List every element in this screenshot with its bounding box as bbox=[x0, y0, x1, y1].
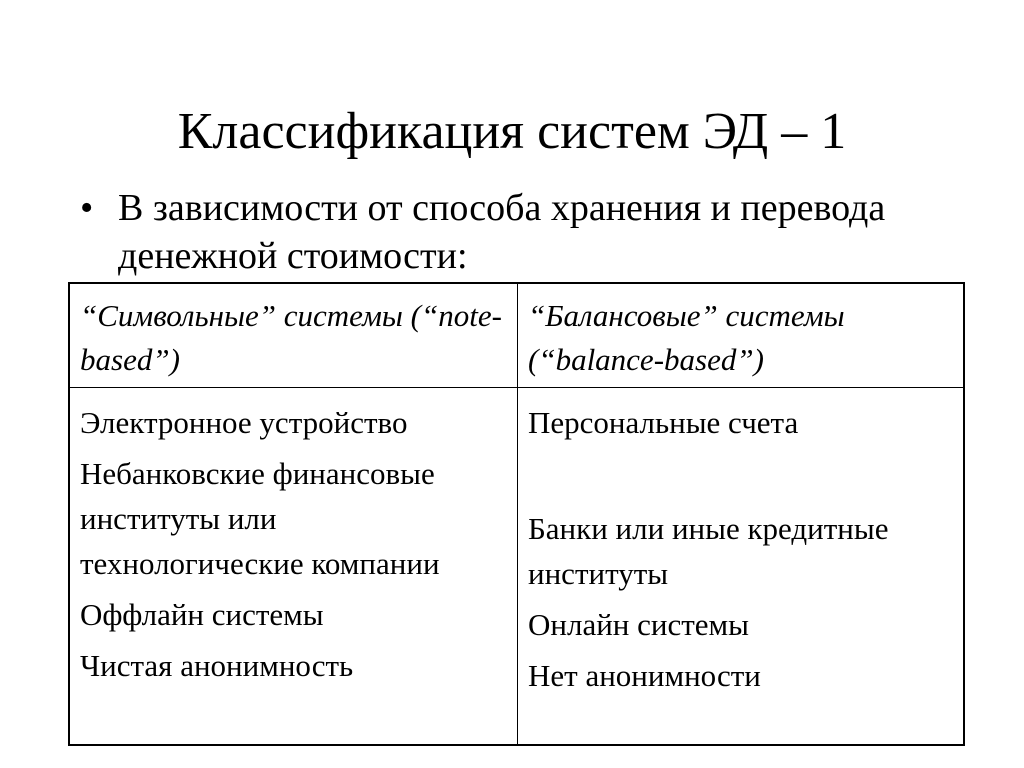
slide-title: Классификация систем ЭД – 1 bbox=[177, 103, 847, 160]
list-item: Небанковские финансовые институты или технологические компании bbox=[80, 456, 440, 581]
comparison-table bbox=[68, 282, 965, 746]
list-item: Персональные счета bbox=[528, 405, 799, 440]
spacer bbox=[528, 451, 953, 506]
table-column-note-based bbox=[70, 388, 518, 744]
bullet-marker: • bbox=[80, 187, 94, 229]
list-item: Нет анонимности bbox=[528, 658, 761, 693]
table-header-note-based: “Символьные” системы (“note-based”) bbox=[70, 284, 518, 388]
list-item: Электронное устройство bbox=[80, 405, 408, 440]
list-item: Банки или иные кредитные институты bbox=[528, 511, 889, 591]
table-column-balance-based bbox=[518, 388, 963, 744]
list-item: Чистая анонимность bbox=[80, 648, 354, 683]
bullet-text: В зависимости от способа хранения и перевода денежной стоимости: bbox=[118, 187, 886, 277]
list-item: Оффлайн системы bbox=[80, 597, 324, 632]
list-item: Онлайн системы bbox=[528, 607, 749, 642]
table-header-balance-based: “Балансовые” системы (“balance-based”) bbox=[518, 284, 963, 388]
